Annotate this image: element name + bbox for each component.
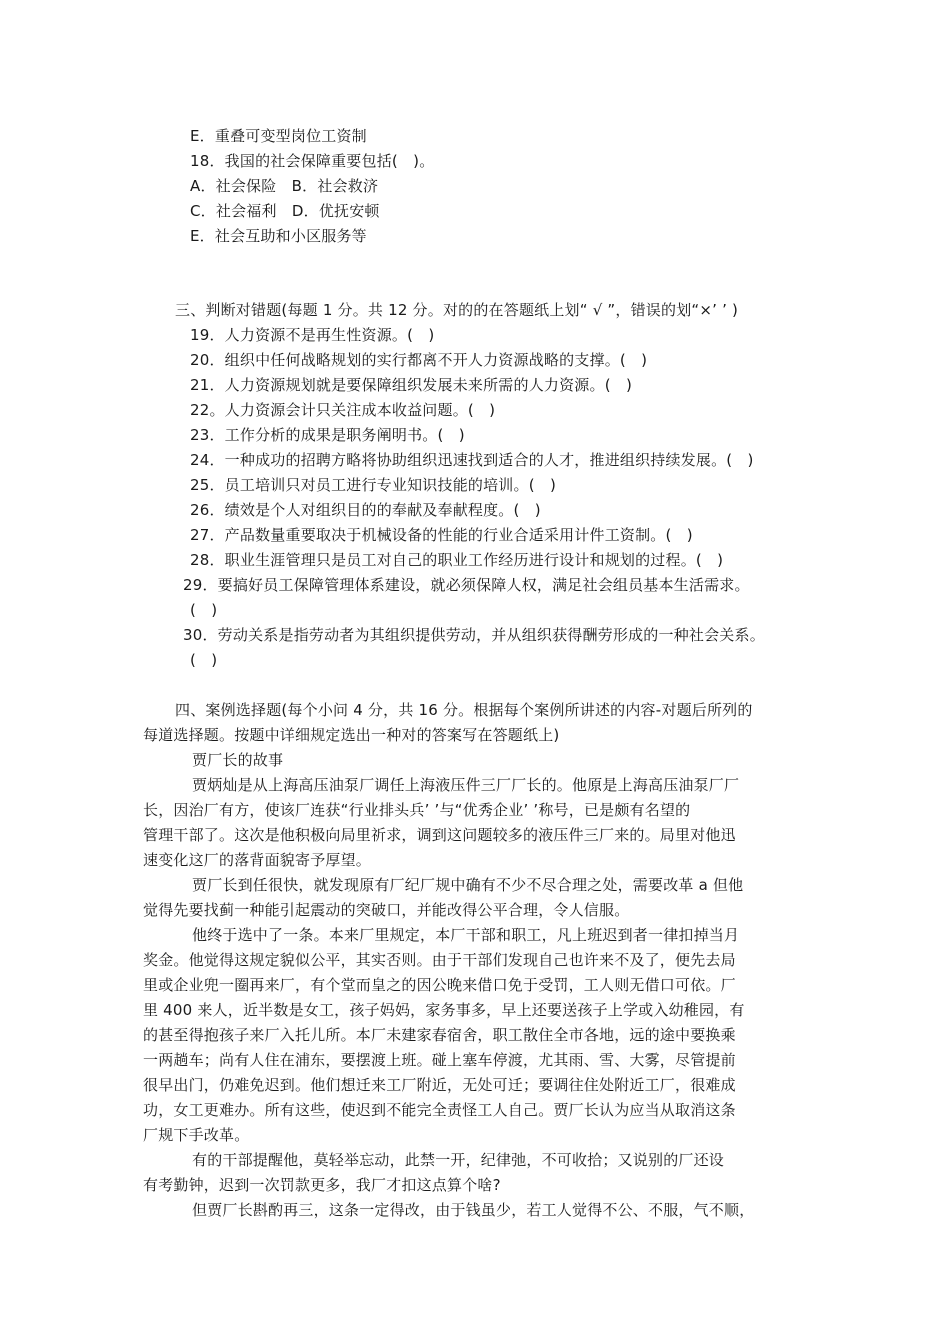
judgment-item: 19．人力资源不是再生性资源。( ) bbox=[190, 326, 435, 344]
story-line: 觉得先要找蓟一种能引起震动的突破口，并能改得公平合理，令人信服。 bbox=[143, 901, 630, 919]
section4-heading-cont: 每道选择题。按题中详细规定选出一种对的答案写在答题纸上) bbox=[143, 726, 560, 744]
q17-option-e: E．重叠可变型岗位工资制 bbox=[190, 127, 367, 145]
story-line: 管理干部了。这次是他积极向局里祈求，调到这问题较多的液压件三厂来的。局里对他迅 bbox=[143, 826, 736, 844]
q18-options-ab: A．社会保险 B．社会救济 bbox=[190, 177, 379, 195]
story-title: 贾厂长的故事 bbox=[192, 751, 284, 769]
story-line: 贾厂长到任很快，就发现原有厂纪厂规中确有不少不尽合理之处，需要改革 a 但他 bbox=[192, 876, 744, 894]
story-line: 速变化这厂的落背面貌寄予厚望。 bbox=[143, 851, 372, 869]
story-line: 有考勤钟，迟到一次罚款更多，我厂才扣这点算个啥? bbox=[143, 1176, 501, 1194]
judgment-item: 27．产品数量重要取决于机械设备的性能的行业合适采用计件工资制。( ) bbox=[190, 526, 693, 544]
judgment-item-29: 29．要搞好员工保障管理体系建设，就必须保障人权，满足社会组员基本生活需求。 bbox=[183, 576, 750, 594]
story-line: 奖金。他觉得这规定貌似公平，其实否则。由于干部们发现自己也许来不及了，便先去局 bbox=[143, 951, 736, 969]
story-line: 他终于选中了一条。本来厂里规定，本厂干部和职工，凡上班迟到者一律扣掉当月 bbox=[192, 926, 740, 944]
section3-heading: 三、判断对错题(每题 1 分。共 12 分。对的的在答题纸上划“ √ ”，错误的划“×’ ’ ) bbox=[175, 301, 739, 319]
story-line: 但贾厂长斟酌再三，这条一定得改，由于钱虽少，若工人觉得不公、不服，气不顺， bbox=[192, 1201, 755, 1219]
q18-stem: 18．我国的社会保障重要包括( )。 bbox=[190, 152, 435, 170]
section4-heading: 四、案例选择题(每个小问 4 分，共 16 分。根据每个案例所讲述的内容-对题后所列的 bbox=[175, 701, 753, 719]
story-line: 里或企业兜一圈再来厂，有个堂而皇之的因公晚来借口免于受罚，工人则无借口可依。厂 bbox=[143, 976, 736, 994]
story-line: 贾炳灿是从上海高压油泵厂调任上海液压件三厂厂长的。他原是上海高压油泵厂厂 bbox=[192, 776, 740, 794]
judgment-item: 28．职业生涯管理只是员工对自己的职业工作经历进行设计和规划的过程。( ) bbox=[190, 551, 724, 569]
judgment-item: 20．组织中任何战略规划的实行都离不开人力资源战略的支撑。( ) bbox=[190, 351, 648, 369]
judgment-item-29-blank: ( ) bbox=[190, 601, 218, 619]
judgment-item: 22。人力资源会计只关注成本收益问题。( ) bbox=[190, 401, 496, 419]
story-line: 一两趟车；尚有人住在浦东，要摆渡上班。碰上塞车停渡，尤其雨、雪、大雾，尽管提前 bbox=[143, 1051, 736, 1069]
q18-option-e: E．社会互助和小区服务等 bbox=[190, 227, 367, 245]
judgment-item: 21．人力资源规划就是要保障组织发展未来所需的人力资源。( ) bbox=[190, 376, 632, 394]
judgment-item: 26．绩效是个人对组织目的的奉献及奉献程度。( ) bbox=[190, 501, 541, 519]
story-line: 有的干部提醒他，莫轻举忘动，此禁一开，纪律弛，不可收拾；又说别的厂还设 bbox=[192, 1151, 725, 1169]
judgment-item-30-blank: ( ) bbox=[190, 651, 218, 669]
judgment-item: 24．一种成功的招聘方略将协助组织迅速找到适合的人才，推进组织持续发展。( ) bbox=[190, 451, 754, 469]
story-line: 功，女工更难办。所有这些，使迟到不能完全责怪工人自己。贾厂长认为应当从取消这条 bbox=[143, 1101, 736, 1119]
q18-options-cd: C．社会福利 D．优抚安顿 bbox=[190, 202, 380, 220]
judgment-item: 23．工作分析的成果是职务阐明书。( ) bbox=[190, 426, 465, 444]
judgment-item: 25．员工培训只对员工进行专业知识技能的培训。( ) bbox=[190, 476, 556, 494]
story-line: 很早出门，仍难免迟到。他们想迁来工厂附近，无处可迁；要调往住处附近工厂，很难成 bbox=[143, 1076, 736, 1094]
story-line: 的甚至得抱孩子来厂入托儿所。本厂未建家春宿舍，职工散住全市各地，远的途中要换乘 bbox=[143, 1026, 736, 1044]
story-line: 厂规下手改革。 bbox=[143, 1126, 250, 1144]
judgment-item-30: 30．劳动关系是指劳动者为其组织提供劳动，并从组织获得酬劳形成的一种社会关系。 bbox=[183, 626, 765, 644]
story-line: 长，因治厂有方，使该厂连获“行业排头兵’ ’与“优秀企业’ ’称号，已是颇有名望的 bbox=[143, 801, 691, 819]
story-line: 里 400 来人，近半数是女工，孩子妈妈，家务事多，早上还要送孩子上学或入幼稚园，有 bbox=[143, 1001, 745, 1019]
